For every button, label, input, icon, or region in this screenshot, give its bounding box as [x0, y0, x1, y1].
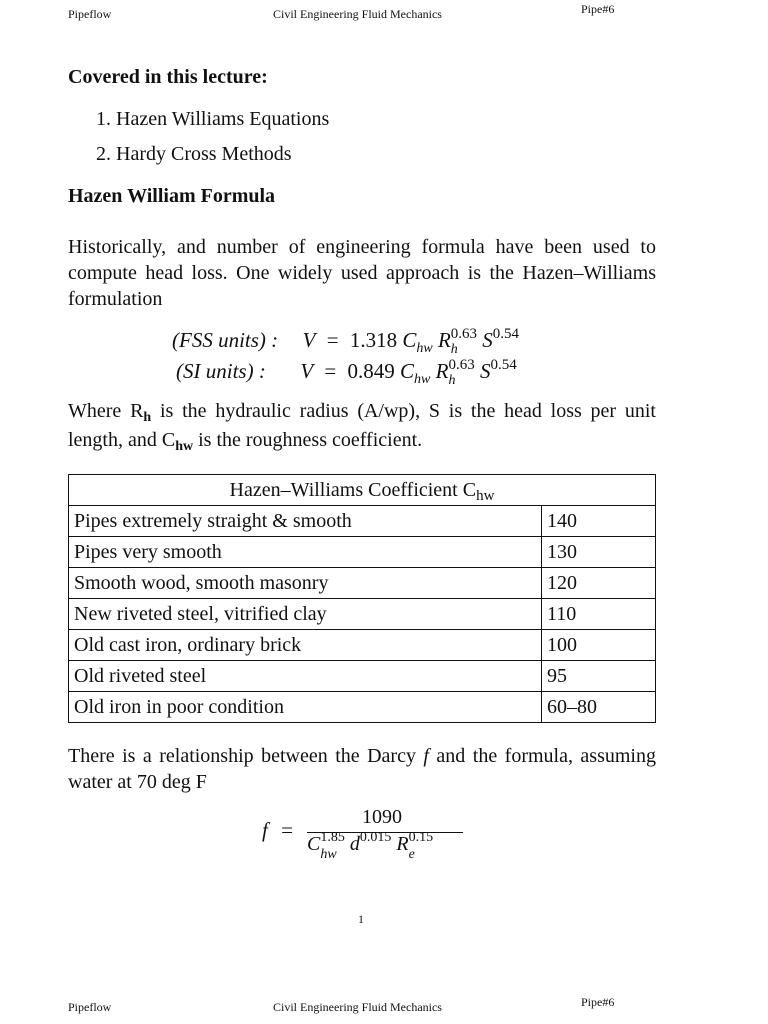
coefficient-table — [68, 474, 656, 723]
eq-si-s: S — [479, 359, 491, 383]
table-cell-value: 120 — [542, 568, 656, 599]
eq-si-coef: 0.849 — [347, 359, 395, 383]
eq-si-r-sub: h — [448, 373, 456, 388]
eq-fss-lhs: V — [302, 328, 316, 352]
table-row — [69, 537, 656, 568]
eq-fss-equals: = — [326, 328, 339, 352]
intro-paragraph: Historically, and number of engineering formula have been used to compute head loss. One widely used approach is the Hazen–Williams formulation — [68, 236, 656, 310]
equation-si — [176, 357, 517, 388]
table-row — [69, 630, 656, 661]
darcy-numerator: 1090 — [362, 806, 402, 828]
table-title-text: Hazen–Williams Coefficient C — [229, 478, 477, 501]
eq-fss-r-sub: h — [450, 342, 458, 357]
darcy-c-sub: hw — [320, 847, 337, 862]
table-cell-value: 95 — [542, 661, 656, 692]
relation-paragraph — [68, 743, 656, 795]
darcy-denominator — [307, 830, 434, 862]
section-heading: Hazen William Formula — [68, 185, 276, 207]
header-right: Pipe#6 — [581, 2, 615, 16]
darcy-d-exp: 0.015 — [359, 830, 392, 845]
relation-f: f — [423, 745, 429, 767]
table-cell-value: 130 — [542, 537, 656, 568]
darcy-r-sub: e — [408, 847, 415, 862]
darcy-eq-lhs — [262, 818, 293, 843]
darcy-d: d — [349, 833, 360, 855]
darcy-r-exp: 0.15 — [408, 830, 434, 845]
table-title-sub: hw — [476, 487, 495, 504]
table-cell-material: New riveted steel, vitrified clay — [69, 599, 542, 630]
darcy-c-exp: 1.85 — [320, 830, 345, 845]
darcy-c: C — [307, 833, 321, 855]
page-number: 1 — [358, 912, 364, 926]
eq-si-s-exp: 0.54 — [490, 357, 517, 373]
eq-fss-s-exp: 0.54 — [492, 326, 520, 342]
table-cell-material: Pipes extremely straight & smooth — [69, 506, 542, 537]
table-cell-material: Old riveted steel — [69, 661, 542, 692]
table-cell-value: 100 — [542, 630, 656, 661]
darcy-equals: = — [281, 818, 293, 842]
covered-item-2: 2. Hardy Cross Methods — [96, 143, 292, 165]
relation-text-2: and the formula, assuming water at 70 deg F — [68, 745, 656, 793]
eq-fss-r-exp: 0.63 — [450, 326, 478, 342]
eq-fss-s: S — [482, 328, 493, 352]
eq-fss-label: (FSS units) : — [172, 328, 279, 352]
eq-fss-c: C — [402, 328, 417, 352]
eq-si-r: R — [435, 359, 449, 383]
darcy-r: R — [396, 833, 409, 855]
darcy-f: f — [262, 818, 268, 842]
table-cell-value: 140 — [542, 506, 656, 537]
where-chw-sub: hw — [175, 439, 194, 454]
table-row — [69, 692, 656, 723]
where-paragraph — [68, 398, 656, 456]
relation-text-1: There is a relationship between the Darcy — [68, 745, 424, 767]
footer-title: Civil Engineering Fluid Mechanics — [273, 1000, 442, 1014]
table-cell-material: Old iron in poor condition — [69, 692, 542, 723]
table-title — [69, 475, 656, 506]
covered-heading: Covered in this lecture: — [68, 66, 268, 88]
where-rh-sub: h — [143, 410, 152, 425]
table-cell-material: Smooth wood, smooth masonry — [69, 568, 542, 599]
eq-si-c: C — [400, 359, 415, 383]
table-row — [69, 568, 656, 599]
where-text-2: is the hydraulic radius (A/wp), S is the head loss per unit length, and C — [68, 400, 656, 451]
where-text-1: Where R — [68, 400, 144, 422]
header-title: Civil Engineering Fluid Mechanics — [273, 7, 442, 21]
table-row — [69, 506, 656, 537]
table-row — [69, 599, 656, 630]
equation-fss — [172, 326, 520, 357]
eq-si-lhs: V — [300, 359, 314, 383]
table-cell-value: 110 — [542, 599, 656, 630]
eq-fss-r: R — [437, 328, 451, 352]
table-cell-material: Pipes very smooth — [69, 537, 542, 568]
eq-si-label: (SI units) : — [176, 359, 266, 383]
table-title-row — [69, 475, 656, 506]
footer-right: Pipe#6 — [581, 995, 615, 1009]
header-left: Pipeflow — [68, 7, 112, 21]
eq-fss-c-sub: hw — [416, 341, 433, 356]
eq-si-c-sub: hw — [414, 372, 431, 387]
eq-si-equals: = — [324, 359, 337, 383]
eq-si-r-exp: 0.63 — [448, 357, 475, 373]
footer-left: Pipeflow — [68, 1000, 112, 1014]
table-cell-material: Old cast iron, ordinary brick — [69, 630, 542, 661]
where-text-3: is the roughness coefficient. — [193, 429, 423, 451]
table-cell-value: 60–80 — [542, 692, 656, 723]
covered-item-1: 1. Hazen Williams Equations — [96, 108, 330, 130]
table-row — [69, 661, 656, 692]
eq-fss-coef: 1.318 — [349, 328, 398, 352]
